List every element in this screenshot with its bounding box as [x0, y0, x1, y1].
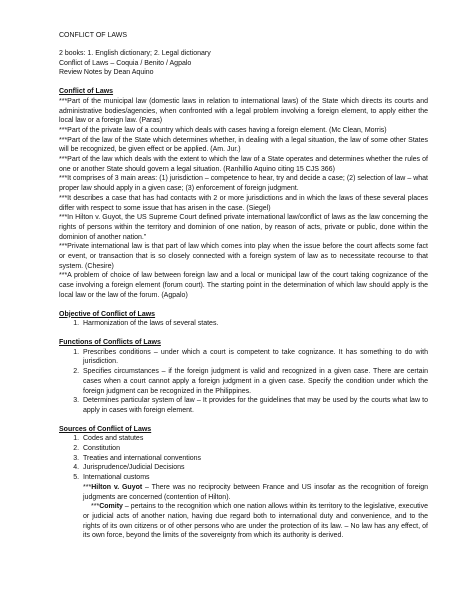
definition-paragraph: ***Part of the private law of a country which deals with cases having a foreign element. (Mc Clean, Morris) — [59, 126, 387, 134]
sources-list — [59, 434, 428, 483]
list-item: 1. Prescribes conditions – under which a court is competent to take cognizance. It has something to do with jurisdiction. — [81, 348, 428, 367]
section-heading: Conflict of Laws — [59, 88, 114, 96]
list-item: 1. Codes and statutes — [81, 434, 428, 444]
note-text: – pertains to the recognition which one nation allows within its territory to the legislative, executive or judicial acts of another nation, having due regard both to international duty and convenience, and to the rights of its own citizens or of other persons who are under the protection of its law. – No law has any effect, of its own force, beyond the limits of the sovereignty from which its authority is derived. — [83, 503, 428, 540]
section-conflict-of-laws — [59, 87, 428, 300]
note-prefix: *** — [83, 483, 92, 491]
hilton-note — [83, 483, 428, 502]
document-title: CONFLICT OF LAWS — [59, 32, 128, 39]
note-text: – There was no reciprocity between France and US insofar as the recognition of foreign judgments are concerned (contention of Hilton). — [83, 483, 428, 501]
list-item: 5. International customs — [81, 473, 428, 483]
section-functions — [59, 338, 428, 416]
section-heading: Sources of Conflict of Laws — [59, 425, 152, 433]
section-heading: Objective of Conflict of Laws — [59, 310, 156, 318]
objective-list — [59, 319, 428, 329]
note-label: Hilton v. Guyot — [91, 483, 143, 491]
section-sources — [59, 425, 428, 541]
definition-paragraph: ***A problem of choice of law between foreign law and a local or municipal law of the court taking cognizance of the case involving a foreign element (forum court). The starting point in the determination of which law should apply is the local law or the law of the forum. (Agpalo) — [59, 272, 428, 299]
list-item: 2. Constitution — [81, 444, 428, 454]
definition-paragraph: ***Part of the law of the State which determines whether, in dealing with a legal situation, the law of some other States will be recognized, be given effect or be applied. (Am. Jur.) — [59, 136, 428, 154]
definition-paragraph: ***It comprises of 3 main areas: (1) jurisdiction – competence to hear, try and decide a case; (2) selection of law – what proper law should apply in a given case; (3) enforcement of foreign judgment. — [59, 175, 428, 193]
list-item: 1. Harmonization of the laws of several states. — [81, 319, 428, 329]
list-item: 4. Jurisprudence/Judicial Decisions — [81, 463, 428, 473]
intro-line: 2 books: 1. English dictionary; 2. Legal dictionary — [59, 50, 211, 57]
list-item: 3. Treaties and international conventions — [81, 454, 428, 464]
section-heading: Functions of Conflicts of Laws — [59, 338, 161, 346]
definition-paragraph: ***Part of the law which deals with the extent to which the law of a State operates and determines whether the rules of one or another State should govern a legal situation. (Ranhillio Aquino citing 15 CJS 366) — [59, 156, 428, 173]
intro-block — [59, 49, 428, 78]
section-objective — [59, 310, 428, 329]
definition-paragraph: ***It describes a case that has had contacts with 2 or more jurisdictions and in which the laws of these several places differ with respect to some issue that has arisen in the case. (Siegel) — [59, 194, 428, 212]
intro-line: Review Notes by Dean Aquino — [59, 69, 154, 77]
note-label: Comity — [99, 503, 123, 511]
note-prefix: *** — [91, 503, 100, 511]
intro-line: Conflict of Laws – Coquia / Benito / Agpalo — [59, 59, 192, 67]
definition-paragraph: ***In Hilton v. Guyot, the US Supreme Court defined private international law/conflict of laws as the law concerning the rights of persons within the territory and dominion of one nation, by reason of acts, private or public, done within the dominion of another nation.” — [59, 214, 428, 241]
list-item: 2. Specifies circumstances – if the foreign judgment is valid and recognized in a given case. There are certain cases when a court cannot apply a foreign judgment in a given case. Specify the condition under which the foreign judgment can be recognized in the Philippines. — [81, 367, 428, 396]
definition-paragraph: ***Private international law is that part of law which comes into play when the issue before the court affects some fact or event, or transaction that is so closely connected with a foreign system of law as to necessitate recourse to that system. (Chesire) — [59, 243, 428, 270]
comity-note — [83, 502, 428, 541]
functions-list — [59, 348, 428, 416]
definition-paragraph: ***Part of the municipal law (domestic laws in relation to international laws) of the State which directs its courts and administrative bodies/agencies, when confronted with a legal problem involving a foreign element, to apply either the local law or a foreign law. (Paras) — [59, 97, 428, 125]
list-item: 3. Determines particular system of law – It provides for the guidelines that may be used by the courts what law to apply in cases with foreign element. — [81, 396, 428, 415]
